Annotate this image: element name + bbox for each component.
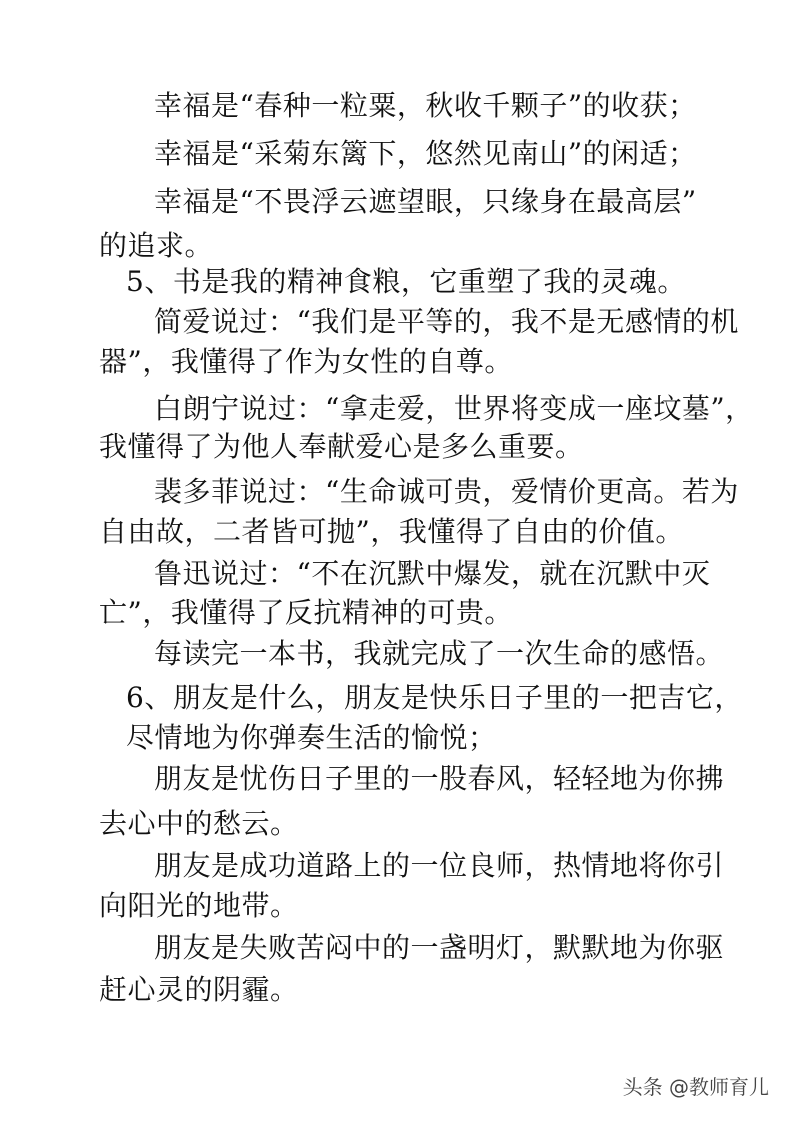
text-line: 幸福是“春种一粒粟，秋收千颗子”的收获； (154, 89, 697, 122)
text-line: 我懂得了为他人奉献爱心是多么重要。 (99, 430, 584, 463)
text-line: 赶心灵的阴霾。 (99, 973, 299, 1006)
text-line: 朋友是成功道路上的一位良师，热情地将你引 (154, 849, 725, 882)
text-line: 向阳光的地带。 (99, 889, 299, 922)
text-line: 器”，我懂得了作为女性的自尊。 (99, 345, 513, 378)
text-line: 简爱说过：“我们是平等的，我不是无感情的机 (154, 305, 739, 338)
text-line: 亡”，我懂得了反抗精神的可贵。 (99, 596, 513, 629)
text-line: 尽情地为你弹奏生活的愉悦； (126, 721, 497, 754)
text-line: 6、朋友是什么，朋友是快乐日子里的一把吉它， (126, 681, 743, 714)
text-line: 去心中的愁云。 (99, 807, 299, 840)
text-line: 自由故，二者皆可抛”，我懂得了自由的价值。 (99, 515, 684, 548)
text-line: 鲁迅说过：“不在沉默中爆发，就在沉默中灭 (154, 557, 711, 590)
watermark: 头条 @教师育儿 (622, 1075, 769, 1099)
text-line: 白朗宁说过：“拿走爱，世界将变成一座坟墓”， (154, 392, 754, 425)
text-line: 幸福是“采菊东篱下，悠然见南山”的闲适； (154, 137, 697, 170)
text-line: 的追求。 (99, 229, 214, 262)
text-line: 幸福是“不畏浮云遮望眼，只缘身在最高层” (154, 185, 697, 218)
text-line: 5、书是我的精神食粮，它重塑了我的灵魂。 (126, 265, 686, 298)
text-line: 每读完一本书，我就完成了一次生命的感悟。 (154, 637, 725, 670)
text-line: 朋友是忧伤日子里的一股春风，轻轻地为你拂 (154, 762, 725, 795)
text-line: 朋友是失败苦闷中的一盏明灯，默默地为你驱 (154, 931, 725, 964)
text-line: 裴多菲说过：“生命诚可贵，爱情价更高。若为 (154, 475, 739, 508)
